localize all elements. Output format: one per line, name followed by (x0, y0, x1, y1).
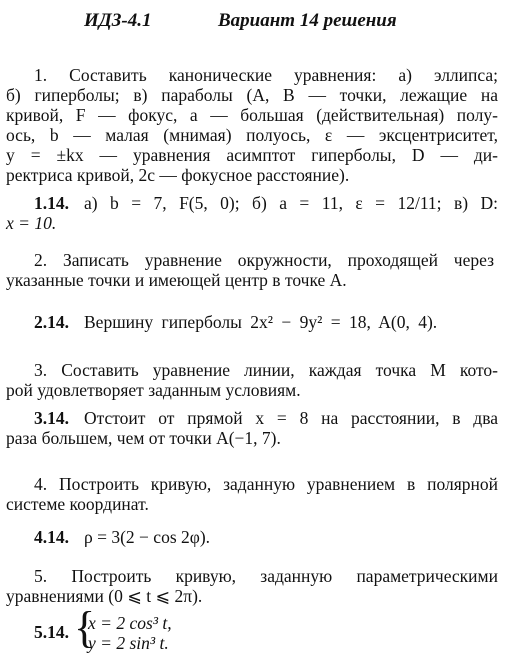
task3-line-2: рой удовлетворяет заданным условиям. (6, 380, 301, 400)
task1-answer-cont: x = 10. (6, 213, 57, 233)
task1-number: 1.14. (34, 193, 69, 213)
task2-answer: Вершину гиперболы 2x² − 9y² = 18, A(0, 4). (84, 312, 438, 332)
task3-number: 3.14. (34, 408, 69, 428)
task1-line-4: ось, b — малая (мнимая) полуось, ε — эксцентриситет, (6, 125, 498, 145)
task4-number: 4.14. (34, 527, 69, 547)
task1-line-3: кривой, F — фокус, a — большая (действительная) полу- (6, 105, 498, 125)
task1-line-5: y = ±kx — уравнения асимптот гиперболы, D — ди- (6, 145, 498, 165)
system-brace: { (74, 603, 96, 652)
task2-line-2: указанные точки и имеющей центр в точке A. (6, 270, 347, 290)
document-code: ИДЗ-4.1 (84, 10, 152, 31)
task3-answer-cont: раза большем, чем от точки A(−1, 7). (6, 428, 281, 448)
task2-number: 2.14. (34, 312, 69, 332)
task1-line-6: ректриса кривой, 2c — фокусное расстояние). (6, 165, 350, 185)
variant-title: Вариант 14 решения (218, 10, 397, 31)
task4-line-2: системе координат. (6, 494, 149, 514)
task3-line-1: 3. Составить уравнение линии, каждая точка M кото- (34, 360, 498, 380)
task3-answer: Отстоит от прямой x = 8 на расстоянии, в два (84, 408, 498, 428)
task1-line-1: 1. Составить канонические уравнения: а) эллипса; (34, 65, 498, 85)
task5-line-2: уравнениями (0 ⩽ t ⩽ 2π). (6, 586, 203, 606)
task2-line-1: 2. Записать уравнение окружности, проходящей через (34, 250, 494, 270)
task5-number: 5.14. (34, 622, 69, 642)
task4-answer: ρ = 3(2 − cos 2φ). (84, 527, 211, 547)
task4-line-1: 4. Построить кривую, заданную уравнением в полярной (34, 474, 498, 494)
task1-answer: а) b = 7, F(5, 0); б) a = 11, ε = 12/11; в) D: (84, 193, 498, 213)
system-equation-y: y = 2 sin³ t. (88, 633, 169, 653)
task1-line-2: б) гиперболы; в) параболы (A, B — точки, лежащие на (6, 85, 498, 105)
system-equation-x: x = 2 cos³ t, (88, 613, 172, 633)
task5-line-1: 5. Построить кривую, заданную параметрическими (34, 566, 498, 586)
